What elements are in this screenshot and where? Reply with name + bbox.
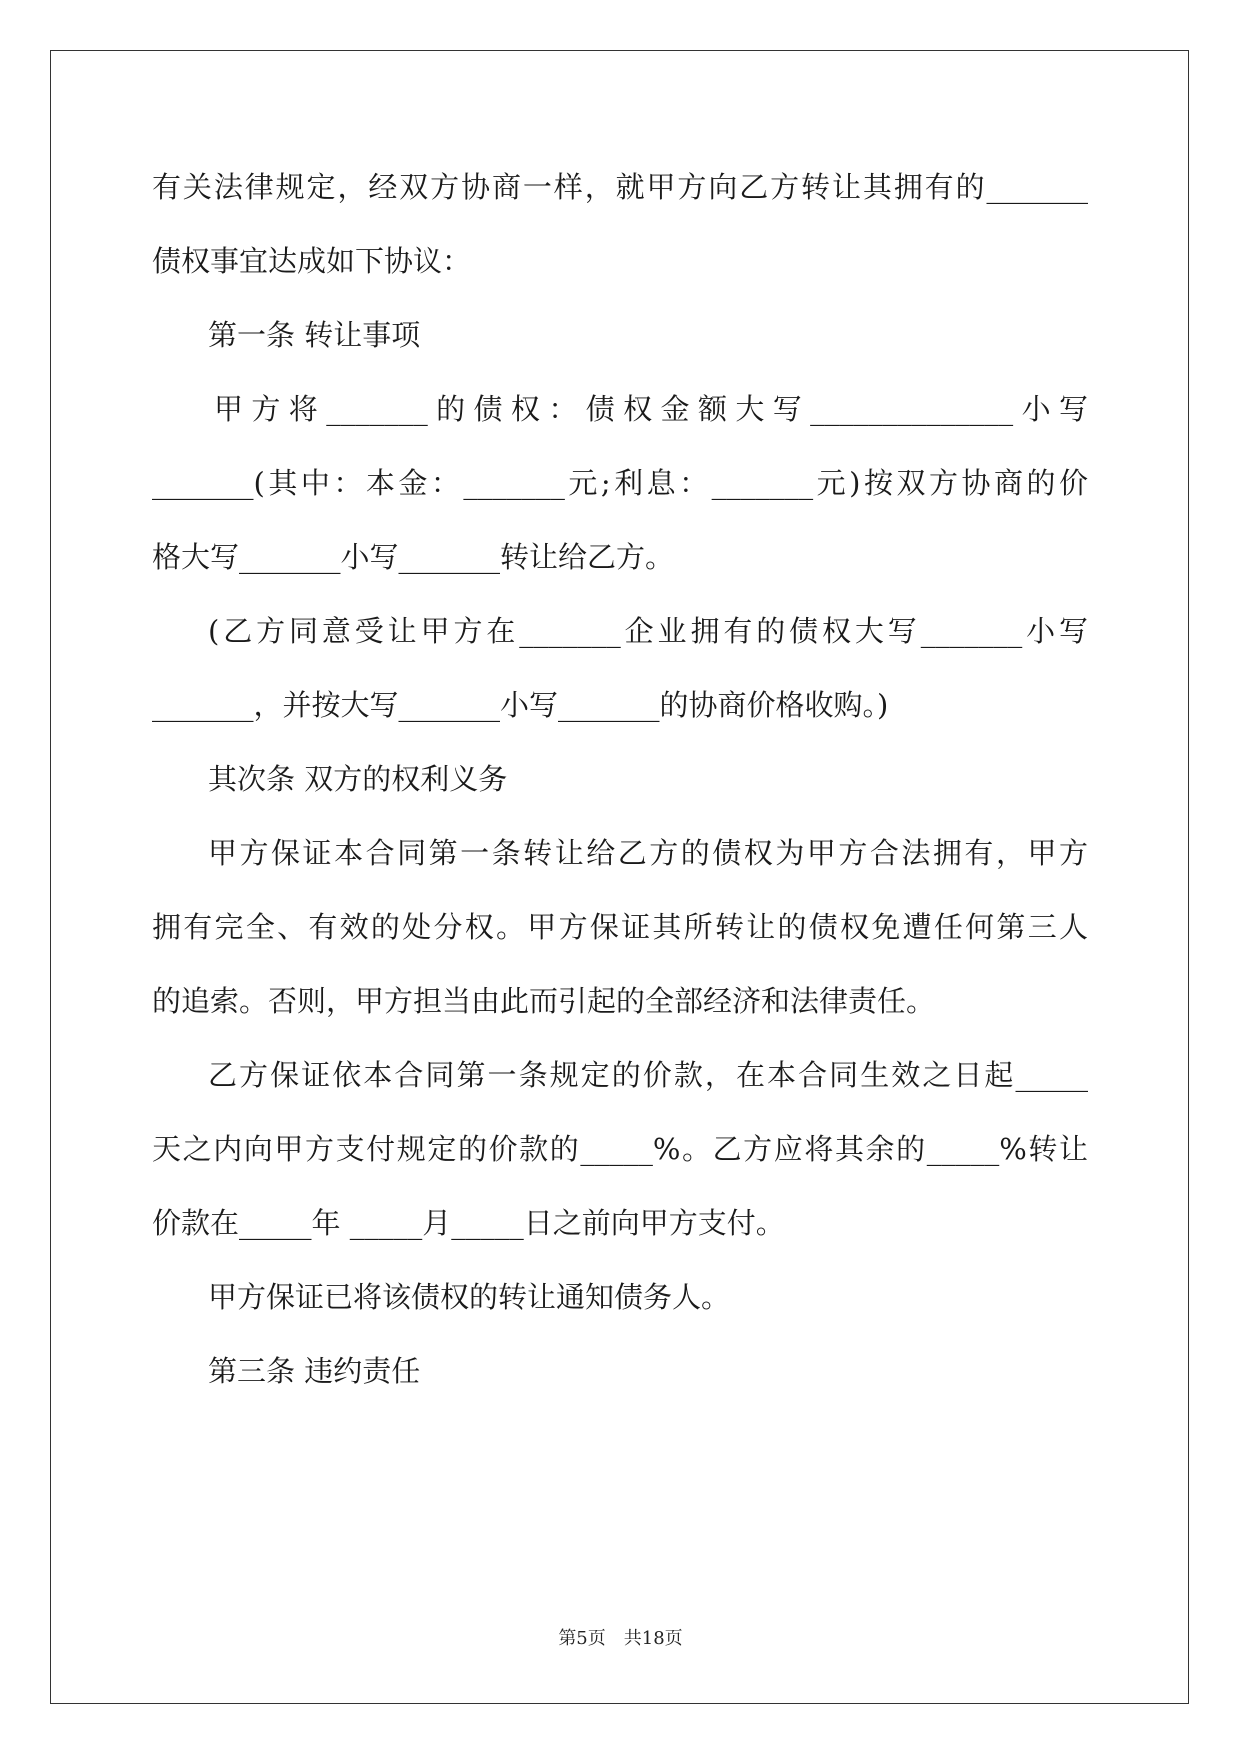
paragraph-line: 甲方保证已将该债权的转让通知债务人。 — [208, 1280, 731, 1314]
article-heading: 第一条 转让事项 — [208, 318, 421, 352]
paragraph-line: 格大写_______小写_______转让给乙方。 — [152, 540, 675, 574]
paragraph-line: 债权事宜达成如下协议： — [152, 244, 472, 278]
page-border — [50, 50, 1189, 1704]
paragraph-line: 甲方将_______的债权：债权金额大写______________小写 — [214, 392, 1088, 426]
paragraph-line: 乙方保证依本合同第一条规定的价款，在本合同生效之日起_____ — [208, 1058, 1088, 1092]
paragraph-line: 甲方保证本合同第一条转让给乙方的债权为甲方合法拥有，甲方 — [208, 836, 1088, 870]
paragraph-line: 拥有完全、有效的处分权。甲方保证其所转让的债权免遭任何第三人 — [152, 910, 1088, 944]
article-heading: 第三条 违约责任 — [208, 1354, 421, 1388]
paragraph-line: _______(其中：本金：_______元;利息：_______元)按双方协商的价 — [152, 466, 1088, 500]
paragraph-line: 天之内向甲方支付规定的价款的_____%。乙方应将其余的_____%转让 — [152, 1132, 1088, 1166]
paragraph-line: _______，并按大写_______小写_______的协商价格收购。) — [152, 688, 889, 722]
paragraph-line: 的追索。否则，甲方担当由此而引起的全部经济和法律责任。 — [152, 984, 936, 1018]
page-number-footer: 第5页 共18页 — [558, 1628, 683, 1649]
article-heading: 其次条 双方的权利义务 — [208, 762, 508, 796]
paragraph-line: 有关法律规定，经双方协商一样，就甲方向乙方转让其拥有的_______ — [152, 170, 1088, 204]
paragraph-line: (乙方同意受让甲方在_______企业拥有的债权大写_______小写 — [208, 614, 1088, 648]
paragraph-line: 价款在_____年 _____月_____日之前向甲方支付。 — [152, 1206, 785, 1240]
